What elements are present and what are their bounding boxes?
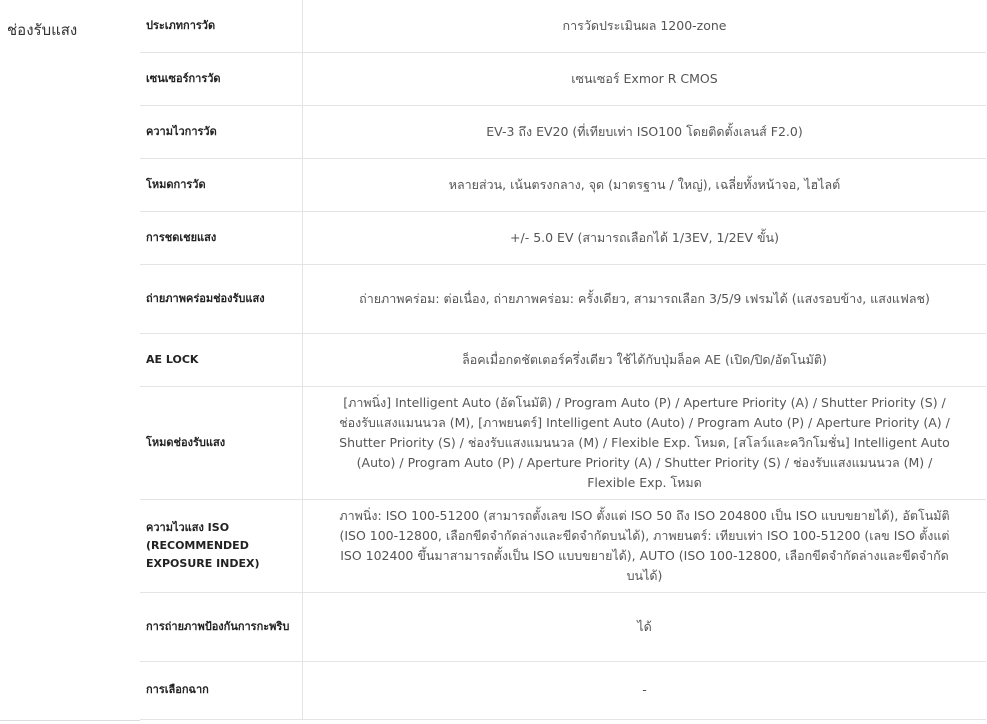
spec-row-exposure-mode <box>140 386 986 499</box>
spec-row-scene-selection <box>140 661 986 719</box>
spec-value: ถ่ายภาพคร่อม: ต่อเนื่อง, ถ่ายภาพคร่อม: ครั้งเดียว, สามารถเลือก 3/5/9 เฟรมได้ (แสงรอบข้าง, แสงแฟลช) <box>303 264 987 333</box>
spec-label: โหมดช่องรับแสง <box>140 386 303 499</box>
spec-row-iso-sensitivity <box>140 499 986 592</box>
spec-value: หลายส่วน, เน้นตรงกลาง, จุด (มาตรฐาน / ใหญ่), เฉลี่ยทั้งหน้าจอ, ไฮไลต์ <box>303 158 987 211</box>
spec-value: ได้ <box>303 592 987 661</box>
spec-table <box>140 0 986 720</box>
spec-label: ความไวแสง ISO (RECOMMENDED EXPOSURE INDEX) <box>140 499 303 592</box>
section-divider <box>0 720 140 721</box>
spec-value: EV-3 ถึง EV20 (ที่เทียบเท่า ISO100 โดยติดตั้งเลนส์ F2.0) <box>303 105 987 158</box>
spec-row-exposure-bracketing <box>140 264 986 333</box>
spec-value: เซนเซอร์ Exmor R CMOS <box>303 52 987 105</box>
spec-label: โหมดการวัด <box>140 158 303 211</box>
section-title: ช่องรับแสง <box>7 21 78 39</box>
spec-label: ความไวการวัด <box>140 105 303 158</box>
spec-row-metering-sensitivity <box>140 105 986 158</box>
spec-row-anti-flicker <box>140 592 986 661</box>
spec-label: การเลือกฉาก <box>140 661 303 719</box>
spec-value: [ภาพนิ่ง] Intelligent Auto (อัตโนมัติ) / Program Auto (P) / Aperture Priority (A) / Shutter Priority (S) / ช่องรับแสงแมนนวล (M), [ภาพยนตร์] Intelligent Auto (Auto) / Program Auto (P) / Aperture Priority (A) / Shutter Priority (S) / ช่องรับแสงแมนนวล (M) / Flexible Exp. โหมด, [สโลว์และควิกโมชั่น] Intelligent Auto (Auto) / Program Auto (P) / Aperture Priority (A) / Shutter Priority (S) / ช่องรับแสงแมนนวล (M) / Flexible Exp. โหมด <box>303 386 987 499</box>
spec-row-exposure-compensation <box>140 211 986 264</box>
spec-row-metering-type <box>140 0 986 52</box>
spec-label: การถ่ายภาพป้องกันการกะพริบ <box>140 592 303 661</box>
spec-value: ภาพนิ่ง: ISO 100-51200 (สามารถตั้งเลข ISO ตั้งแต่ ISO 50 ถึง ISO 204800 เป็น ISO แบบขยายได้), อัตโนมัติ (ISO 100-12800, เลือกขีดจำกัดล่างและขีดจำกัดบนได้), ภาพยนตร์: เทียบเท่า ISO 100-51200 (เลข ISO ตั้งแต่ ISO 102400 ขึ้นมาสามารถตั้งเป็น ISO แบบขยายได้), AUTO (ISO 100-12800, เลือกขีดจำกัดล่างและขีดจำกัดบนได้) <box>303 499 987 592</box>
spec-label: การชดเชยแสง <box>140 211 303 264</box>
spec-label: ถ่ายภาพคร่อมช่องรับแสง <box>140 264 303 333</box>
spec-row-ae-lock <box>140 333 986 386</box>
spec-row-metering-sensor <box>140 52 986 105</box>
spec-label: ประเภทการวัด <box>140 0 303 52</box>
spec-value: การวัดประเมินผล 1200-zone <box>303 0 987 52</box>
spec-value: +/- 5.0 EV (สามารถเลือกได้ 1/3EV, 1/2EV ขั้น) <box>303 211 987 264</box>
spec-value: - <box>303 661 987 719</box>
spec-label: เซนเซอร์การวัด <box>140 52 303 105</box>
spec-value: ล็อคเมื่อกดชัตเตอร์ครึ่งเดียว ใช้ได้กับปุ่มล็อค AE (เปิด/ปิด/อัตโนมัติ) <box>303 333 987 386</box>
spec-label: AE LOCK <box>140 333 303 386</box>
spec-row-metering-mode <box>140 158 986 211</box>
